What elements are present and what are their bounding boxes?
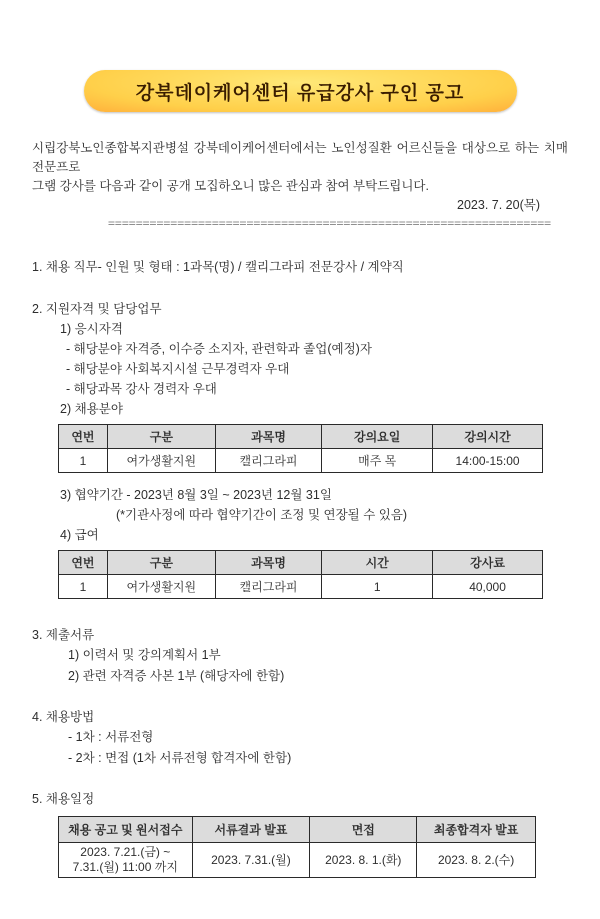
table-row	[59, 843, 536, 878]
table-header-cell: 최종합격자 발표	[417, 817, 536, 843]
table-header-cell: 강사료	[433, 551, 543, 575]
method-item-2: - 2차 : 면접 (1차 서류전형 합격자에 한함)	[68, 751, 292, 765]
table-cell: 매주 목	[322, 449, 433, 473]
table-header-cell: 면접	[310, 817, 417, 843]
section-4-title: 4. 채용방법	[32, 710, 95, 724]
intro-paragraph-line2: 그램 강사를 다음과 같이 공개 모집하오니 많은 관심과 참여 부탁드립니다.	[32, 179, 429, 193]
section-2-sub-field: 2) 채용분야	[60, 402, 123, 416]
table-header-cell: 연번	[59, 425, 108, 449]
table-cell: 여가생활지원	[107, 575, 215, 599]
table-header-cell: 채용 공고 및 원서접수	[59, 817, 193, 843]
divider-line: ================================================================	[108, 216, 552, 230]
table-cell: 2023. 8. 2.(수)	[417, 843, 536, 878]
pay-table-header-row	[59, 551, 543, 575]
table-cell: 1	[59, 449, 108, 473]
table-cell: 2023. 7.31.(월)	[192, 843, 310, 878]
table-row	[59, 575, 543, 599]
table-cell: 2023. 7.21.(금) ~ 7.31.(월) 11:00 까지	[59, 843, 193, 878]
table-header-cell: 구분	[107, 551, 215, 575]
section-5-title: 5. 채용일정	[32, 792, 95, 806]
schedule-table	[58, 816, 536, 878]
page-title: 강북데이케어센터 유급강사 구인 공고	[135, 82, 465, 104]
schedule-table-header-row	[59, 817, 536, 843]
qualification-item-3: - 해당과목 강사 경력자 우대	[66, 382, 217, 396]
document-item-2: 2) 관련 자격증 사본 1부 (해당자에 한함)	[68, 669, 285, 683]
document-body	[0, 139, 600, 878]
section-2-sub-pay: 4) 급여	[60, 528, 99, 542]
method-item-1: - 1차 : 서류전형	[68, 730, 154, 744]
qualification-item-2: - 해당분야 사회복지시설 근무경력자 우대	[66, 362, 290, 376]
section-2-sub-qualification: 1) 응시자격	[60, 322, 123, 336]
document-page	[0, 70, 600, 919]
table-cell: 14:00-15:00	[433, 449, 543, 473]
section-2-title: 2. 지원자격 및 담당업무	[32, 302, 162, 316]
pay-table	[58, 550, 543, 599]
table-cell: 1	[322, 575, 433, 599]
recruit-table-header-row	[59, 425, 543, 449]
qualification-item-1: - 해당분야 자격증, 이수증 소지자, 관련학과 졸업(예정)자	[66, 342, 372, 356]
section-3-title: 3. 제출서류	[32, 628, 95, 642]
table-header-cell: 과목명	[215, 551, 321, 575]
contract-note: (*기관사정에 따라 협약기간이 조정 및 연장될 수 있음)	[116, 508, 408, 522]
table-header-cell: 서류결과 발표	[192, 817, 310, 843]
table-cell: 캘리그라피	[215, 575, 321, 599]
table-row	[59, 449, 543, 473]
table-header-cell: 강의요일	[322, 425, 433, 449]
table-cell: 1	[59, 575, 108, 599]
recruit-field-table	[58, 424, 543, 473]
section-2-sub-contract: 3) 협약기간 - 2023년 8월 3일 ~ 2023년 12월 31일	[60, 488, 332, 502]
table-header-cell: 구분	[107, 425, 215, 449]
table-header-cell: 강의시간	[433, 425, 543, 449]
intro-paragraph-line1: 시립강북노인종합복지관병설 강북데이케어센터에서는 노인성질환 어르신들을 대상으로 하는 치매 전문프로	[32, 141, 568, 174]
section-1-title: 1. 채용 직무- 인원 및 형태 : 1과목(명) / 캘리그라피 전문강사 / 계약직	[32, 260, 404, 274]
notice-date: 2023. 7. 20(목)	[457, 198, 540, 212]
title-banner	[84, 70, 517, 112]
table-cell: 캘리그라피	[215, 449, 321, 473]
table-header-cell: 과목명	[215, 425, 321, 449]
table-header-cell: 연번	[59, 551, 108, 575]
table-header-cell: 시간	[322, 551, 433, 575]
table-cell: 여가생활지원	[107, 449, 215, 473]
table-cell: 40,000	[433, 575, 543, 599]
table-cell: 2023. 8. 1.(화)	[310, 843, 417, 878]
document-item-1: 1) 이력서 및 강의계획서 1부	[68, 648, 221, 662]
